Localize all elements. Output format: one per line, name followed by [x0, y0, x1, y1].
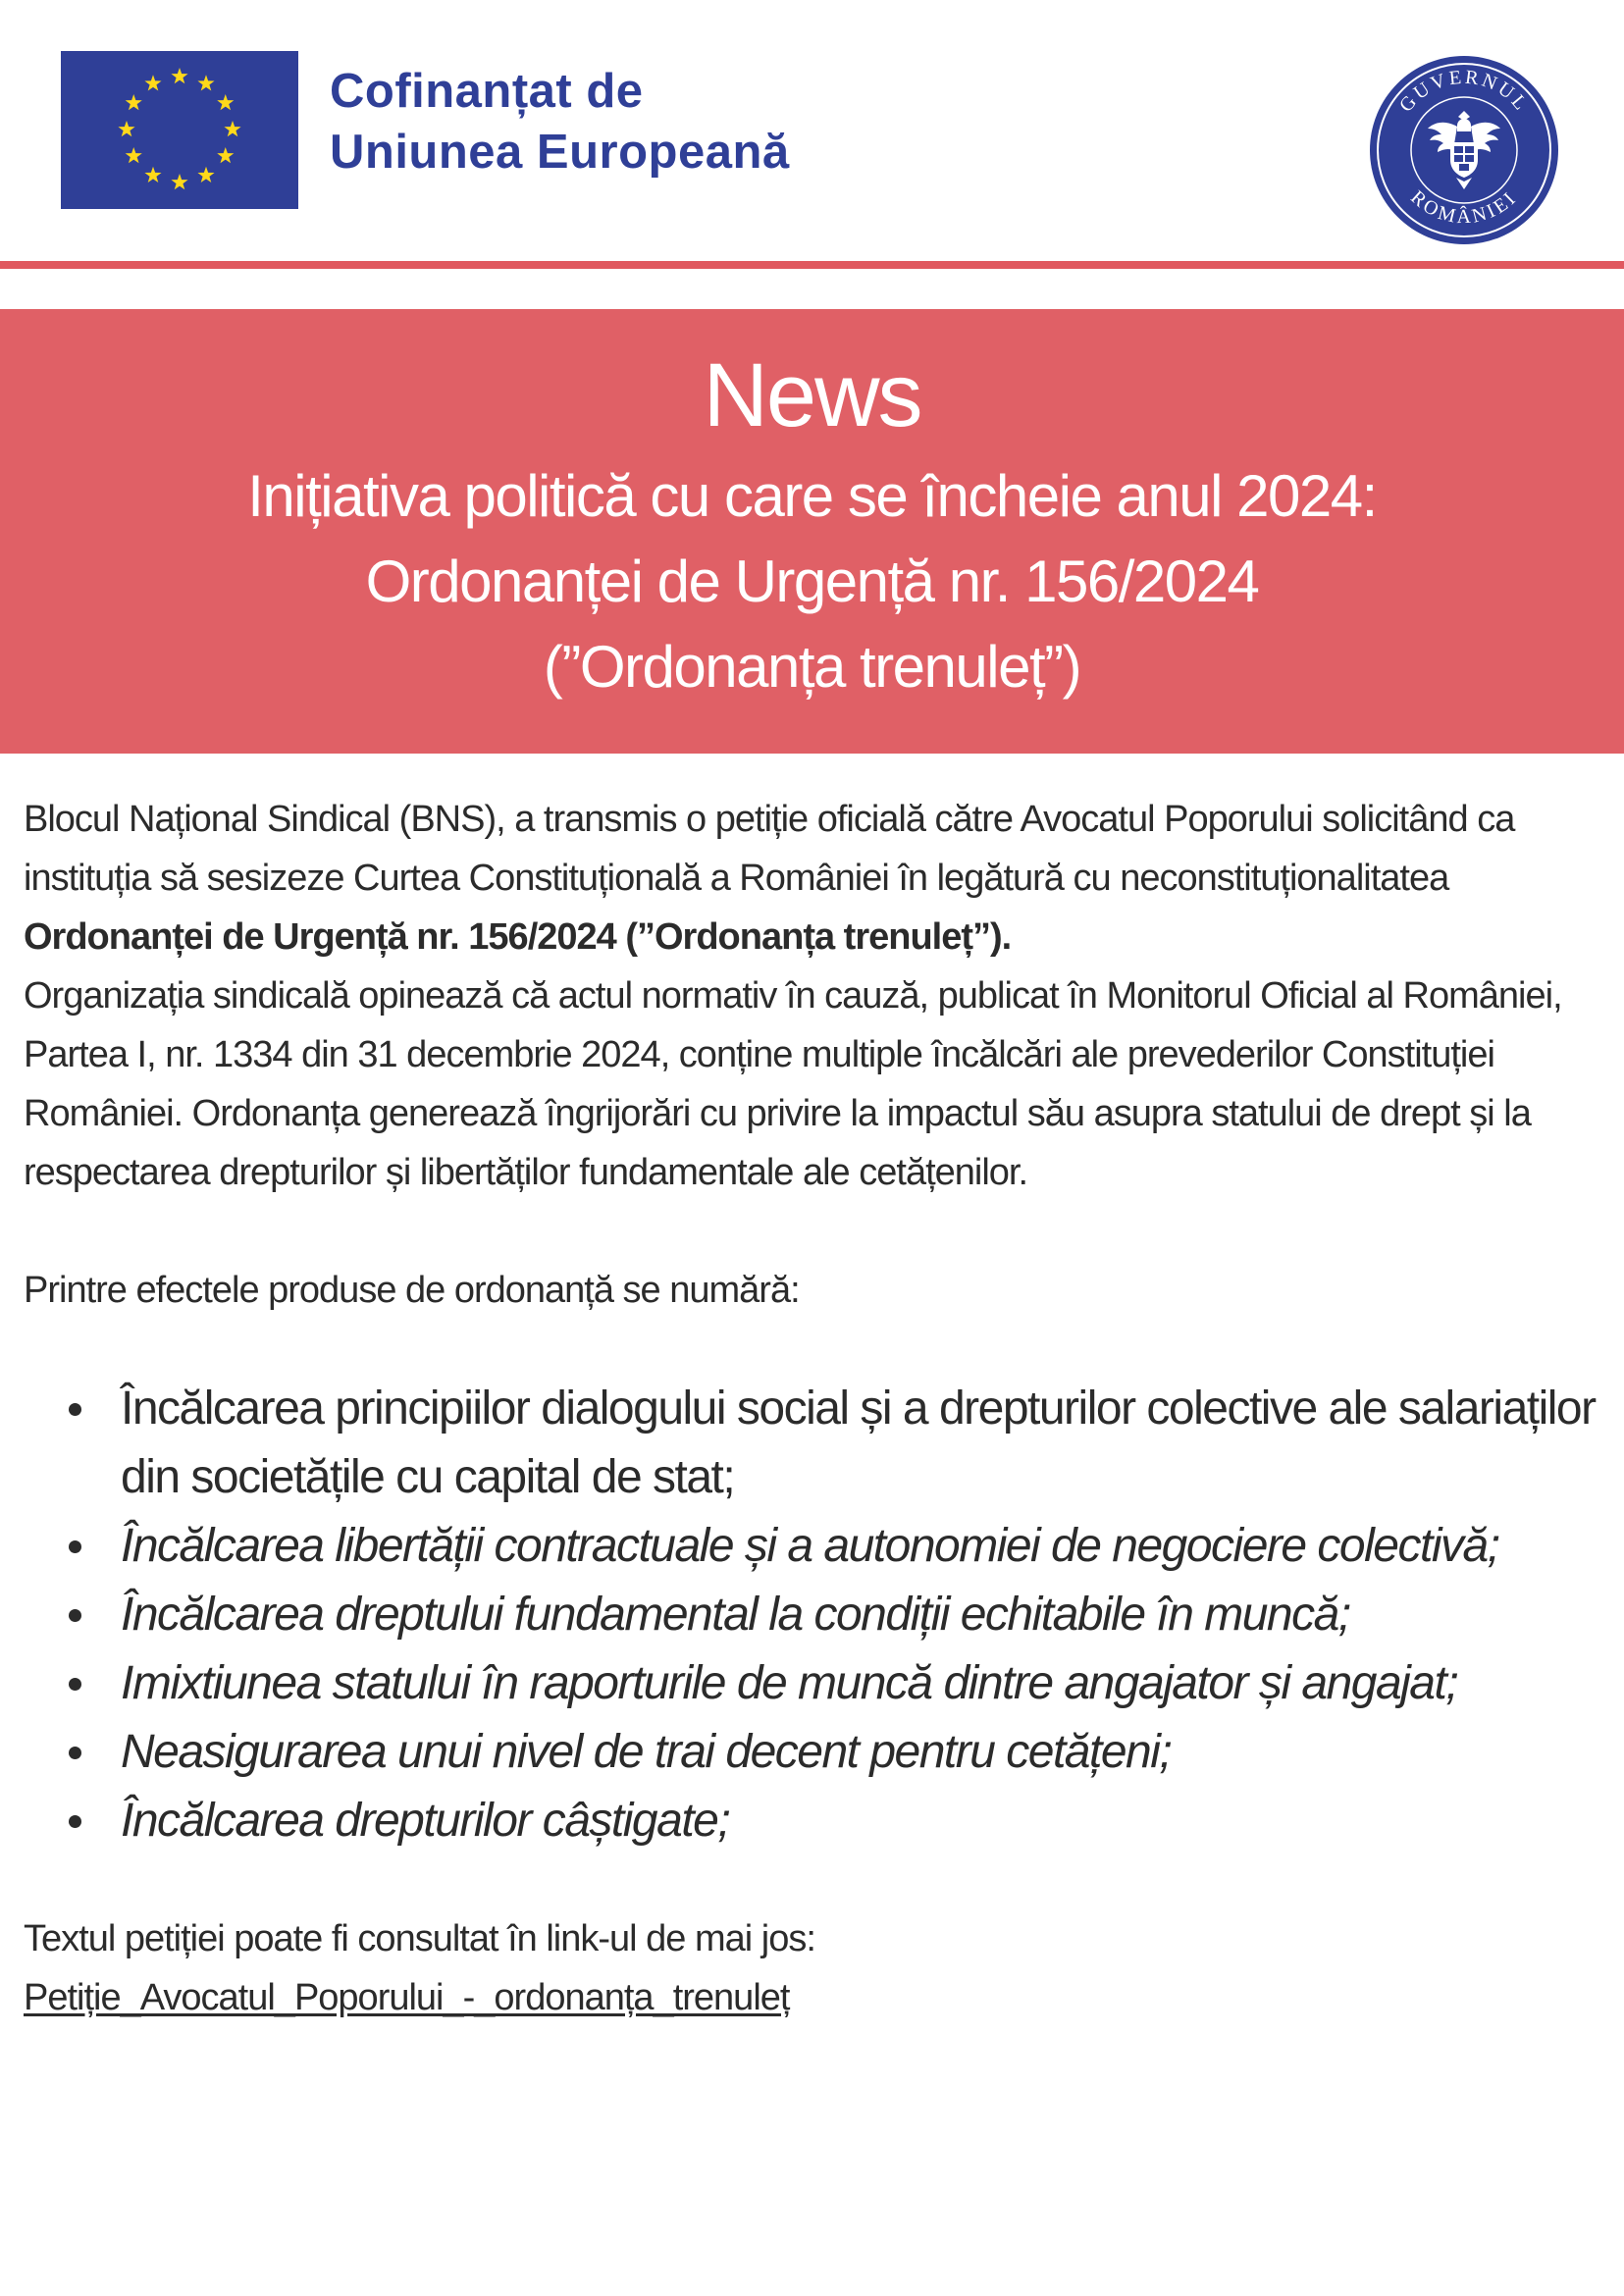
- intro-text: Blocul Național Sindical (BNS), a transmis o petiție oficială către Avocatul Poporului solicitând ca instituția să sesizeze Curtea Constituțională a României în legătură cu neconstituționalitatea: [24, 799, 1515, 899]
- eu-star-icon: [217, 147, 234, 163]
- eu-flag-icon: [61, 51, 298, 209]
- list-item: Imixtiunea statului în raporturile de muncă dintre angajator și angajat;: [24, 1649, 1603, 1718]
- cofinance-line-2: Uniunea Europeană: [330, 126, 790, 179]
- bullet-icon: [69, 1609, 81, 1622]
- news-banner: [0, 309, 1624, 754]
- bullet-icon: [69, 1815, 81, 1828]
- header: [0, 0, 1624, 260]
- intro-bold-text: Ordonanței de Urgență nr. 156/2024 (”Ordonanța trenuleț”).: [24, 916, 1012, 958]
- list-item: Neasigurarea unui nivel de trai decent pentru cetățeni;: [24, 1718, 1603, 1787]
- news-label: News: [703, 345, 921, 445]
- bullet-icon: [69, 1747, 81, 1759]
- eu-star-icon: [126, 94, 142, 110]
- list-item: Încălcarea libertății contractuale și a autonomiei de negociere colectivă;: [24, 1512, 1603, 1581]
- eu-star-icon: [171, 174, 187, 189]
- banner-title: [0, 453, 1624, 709]
- eu-star-icon: [118, 121, 134, 136]
- article-body: [24, 790, 1603, 2027]
- guvernul-romaniei-seal-icon: [1368, 54, 1560, 246]
- petition-link[interactable]: Petiție_Avocatul_Poporului_-_ordonanța_trenuleț: [24, 1977, 790, 2018]
- seal-text-top: GUVERNUL: [1394, 66, 1534, 117]
- banner-title-line-2: Ordonanței de Urgență nr. 156/2024: [365, 548, 1259, 614]
- list-item: Încălcarea drepturilor câștigate;: [24, 1787, 1603, 1855]
- second-paragraph: Organizația sindicală opinează că actul normativ în cauză, publicat în Monitorul Oficial al României, Partea I, nr. 1334 din 31 decembrie 2024, conține multiple încălcări ale prevederilor Constituției României. Ordonanța generează îngrijorări cu privire la impactul său asupra statului de drept și la respectarea drepturilor și libertăților fundamentale ale cetățenilor.: [24, 975, 1562, 1193]
- effects-lead: Printre efectele produse de ordonanță se numără:: [24, 1270, 800, 1311]
- list-item: Încălcarea dreptului fundamental la condiții echitabile în muncă;: [24, 1581, 1603, 1649]
- eu-star-icon: [197, 75, 214, 90]
- eu-star-icon: [126, 147, 142, 163]
- banner-title-line-1: Inițiativa politică cu care se încheie anul 2024:: [247, 463, 1377, 529]
- banner-title-line-3: (”Ordonanța trenuleț”): [543, 634, 1081, 700]
- bullet-icon: [69, 1678, 81, 1691]
- eu-star-icon: [217, 94, 234, 110]
- cofinance-label: [330, 61, 790, 183]
- eu-star-icon: [171, 68, 187, 83]
- eu-star-icon: [197, 167, 214, 183]
- petition-block: [24, 1909, 1603, 2027]
- seal-text-bottom: ROMÂNIEI: [1406, 186, 1522, 229]
- intro-paragraph: [24, 790, 1603, 966]
- effects-list: [24, 1375, 1603, 1855]
- eu-star-icon: [144, 75, 161, 90]
- eu-star-icon: [144, 167, 161, 183]
- eu-star-icon: [224, 121, 240, 136]
- bullet-icon: [69, 1540, 81, 1553]
- bullet-icon: [69, 1403, 81, 1416]
- petition-lead: Textul petiției poate fi consultat în link-ul de mai jos:: [24, 1918, 815, 1959]
- header-divider: [0, 261, 1624, 269]
- list-item: Încălcarea principiilor dialogului social și a drepturilor colective ale salariaților din societățile cu capital de stat;: [24, 1375, 1603, 1512]
- cofinance-line-1: Cofinanțat de: [330, 65, 644, 118]
